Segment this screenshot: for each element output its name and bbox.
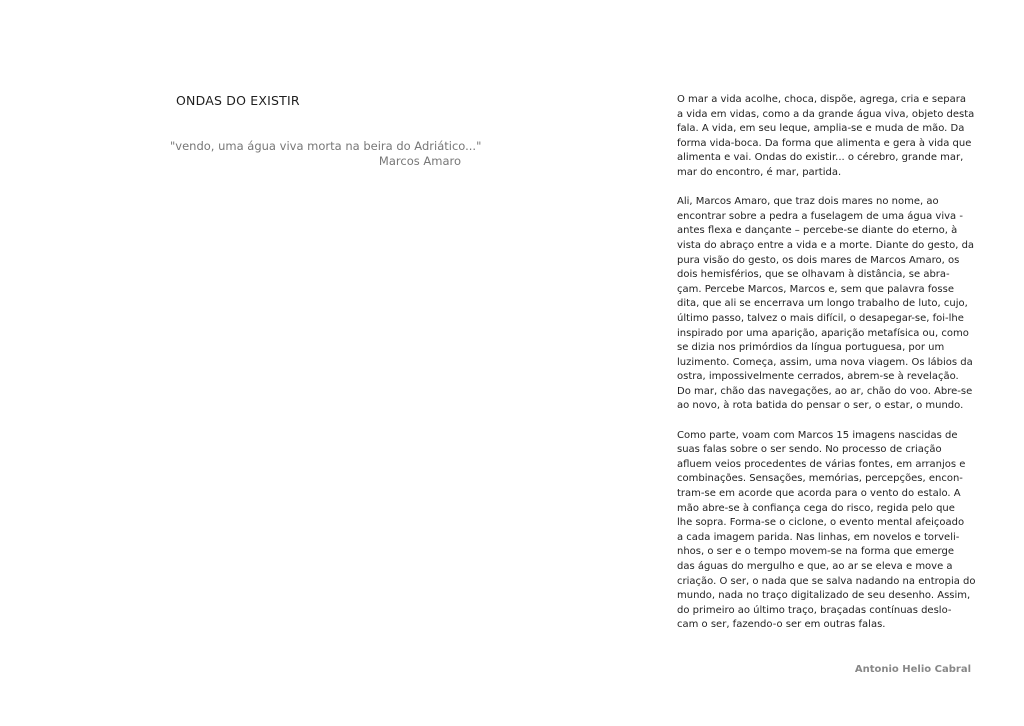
essay-line: mar do encontro, é mar, partida. [677,166,842,178]
essay-line: luzimento. Começa, assim, uma nova viagem. Os lábios da [677,356,973,368]
essay-line: a cada imagem parida. Nas linhas, em novelos e torveli- [677,531,960,543]
essay-line: encontrar sobre a pedra a fuselagem de uma água viva - [677,210,963,222]
paragraph-spacer [677,181,973,196]
essay-line: dois hemisférios, que se olhavam à distância, se abra- [677,269,950,281]
essay-line: tram-se em acorde que acorda para o vento do estalo. A [677,488,961,500]
essay-line: fala. A vida, em seu leque, amplia-se e muda de mão. Da [677,123,965,135]
epigraph [170,139,482,169]
essay-paragraph [677,93,973,181]
essay-line: lhe sopra. Forma-se o ciclone, o evento mental afeiçoado [677,517,965,529]
epigraph-quote: "vendo, uma água viva morta na beira do Adriático..." [170,139,482,153]
author-signature: Antonio Helio Cabral [854,664,971,675]
essay-line: último passo, talvez o mais difícil, o desapegar-se, foi-lhe [677,312,964,324]
essay-line: ao novo, à rota batida do pensar o ser, o estar, o mundo. [677,400,964,412]
essay-line: vista do abraço entre a vida e a morte. Diante do gesto, da [677,239,975,251]
essay-line: Do mar, chão das navegações, ao ar, chão do voo. Abre-se [677,385,973,397]
essay-line: suas falas sobre o ser sendo. No processo de criação [677,444,942,456]
essay-line: mundo, nada no traço digitalizado de seu desenho. Assim, [677,590,971,602]
essay-line: cam o ser, fazendo-o ser em outras falas. [677,619,886,631]
essay-line: a vida em vidas, como a da grande água viva, objeto desta [677,108,975,120]
paragraph-spacer [677,414,973,429]
essay-line: inspirado por uma aparição, aparição metafísica ou, como [677,327,969,339]
essay-line: antes flexa e dançante – percebe-se diante do eterno, à [677,225,958,237]
page-title: ONDAS DO EXISTIR [176,93,300,108]
essay-line: do primeiro ao último traço, braçadas contínuas deslo- [677,604,952,616]
essay-line: mão abre-se à confiança cega do risco, regida pelo que [677,502,955,514]
essay-line: ostra, impossivelmente cerrados, abrem-se à revelação. [677,371,959,383]
essay-line: dita, que ali se encerrava um longo trabalho de luto, cujo, [677,298,968,310]
essay-line: Ali, Marcos Amaro, que traz dois mares no nome, ao [677,196,939,208]
essay-line: das águas do mergulho e que, ao ar se eleva e move a [677,561,953,572]
essay-line: combinações. Sensações, memórias, percepções, encon- [677,473,963,485]
essay-line: çam. Percebe Marcos, Marcos e, sem que palavra fosse [677,283,954,295]
essay-line: Como parte, voam com Marcos 15 imagens nascidas de [677,429,958,441]
essay-line: forma vida-boca. Da forma que alimenta e gera à vida que [677,137,972,149]
essay-line: nhos, o ser e o tempo movem-se na forma que emerge [677,546,954,558]
essay-paragraph [677,195,973,414]
essay-line: criação. O ser, o nada que se salva nadando na entropia do [677,575,976,587]
essay-line: afluem veios procedentes de várias fontes, em arranjos e [677,458,966,470]
essay-body [677,93,976,633]
essay-line: O mar a vida acolhe, choca, dispõe, agrega, cria e separa [677,94,966,105]
essay-line: se dizia nos primórdios da língua portuguesa, por um [677,342,945,354]
epigraph-author: Marcos Amaro [378,154,461,168]
essay-line: pura visão do gesto, os dois mares de Marcos Amaro, os [677,254,960,266]
essay-paragraph [677,429,976,633]
essay-line: alimenta e vai. Ondas do existir... o cérebro, grande mar, [677,152,964,164]
